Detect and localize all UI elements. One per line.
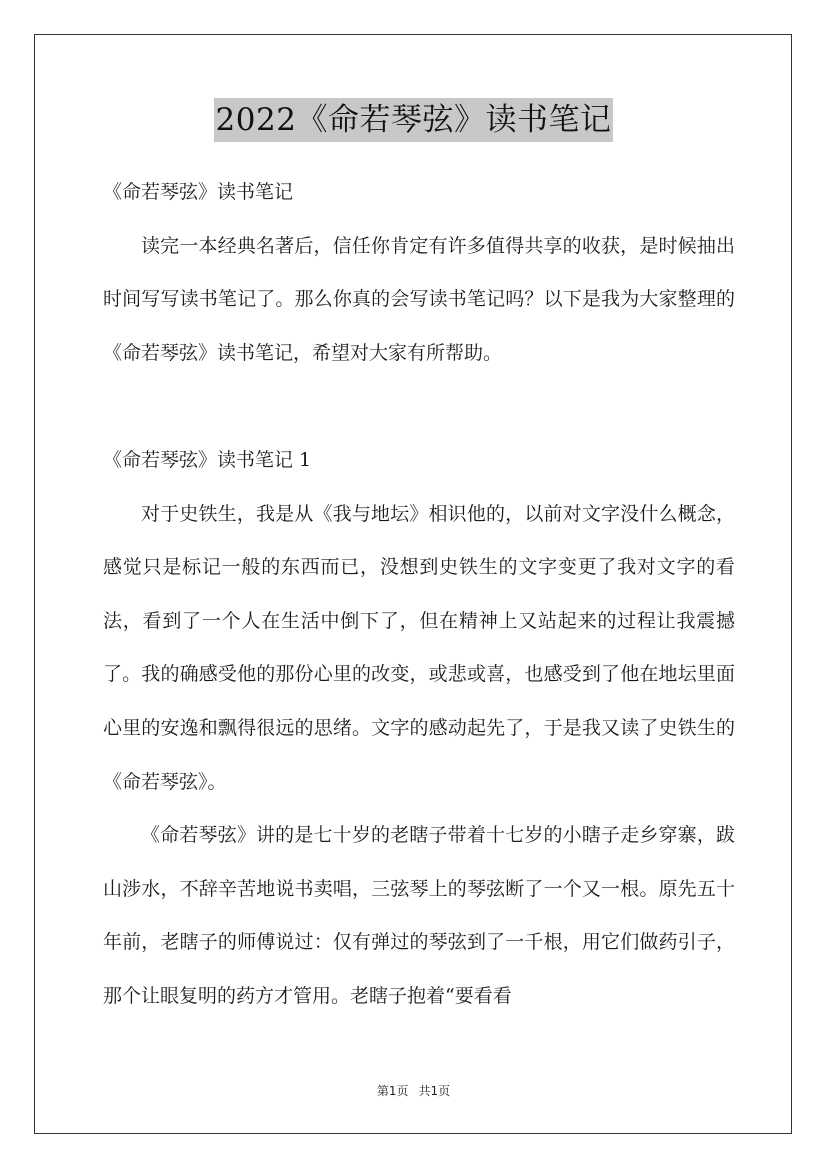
page-footer — [0, 1082, 827, 1100]
body-paragraph-1: 对于史铁生，我是从《我与地坛》相识他的，以前对文字没什么概念，感觉只是标记一般的东西而已，没想到史铁生的文字变更了我对文字的看法，看到了一个人在生活中倒下了，但在精神上又站起来的过程让我震撼了。我的确感受他的那份心里的改变，或悲或喜，也感受到了他在地坛里面心里的安逸和飘得很远的思绪。文字的感动起先了，于是我又读了史铁生的《命若琴弦》。 — [103, 502, 735, 793]
document-body — [103, 166, 735, 1024]
document-title: 2022《命若琴弦》读书笔记 — [214, 98, 614, 142]
intro-paragraph: 读完一本经典名著后，信任你肯定有许多值得共享的收获，是时候抽出时间写写读书笔记了。那么你真的会写读书笔记吗？以下是我为大家整理的《命若琴弦》读书笔记，希望对大家有所帮助。 — [103, 234, 735, 364]
document-subtitle: 《命若琴弦》读书笔记 — [103, 181, 294, 203]
section-heading: 《命若琴弦》读书笔记 1 — [103, 448, 312, 471]
page-total: 共1页 — [418, 1084, 451, 1098]
body-paragraph-2: 《命若琴弦》讲的是七十岁的老瞎子带着十七岁的小瞎子走乡穿寨，跋山涉水，不辞辛苦地说书卖唱，三弦琴上的琴弦断了一个又一根。原先五十年前，老瞎子的师傅说过：仅有弹过的琴弦到了一千根，用它们做药引子，那个让眼复明的药方才管用。老瞎子抱着“要看看 — [103, 824, 735, 1007]
paragraph-spacer — [103, 380, 735, 434]
page-number: 第1页 — [376, 1084, 409, 1098]
title-container — [0, 98, 827, 142]
